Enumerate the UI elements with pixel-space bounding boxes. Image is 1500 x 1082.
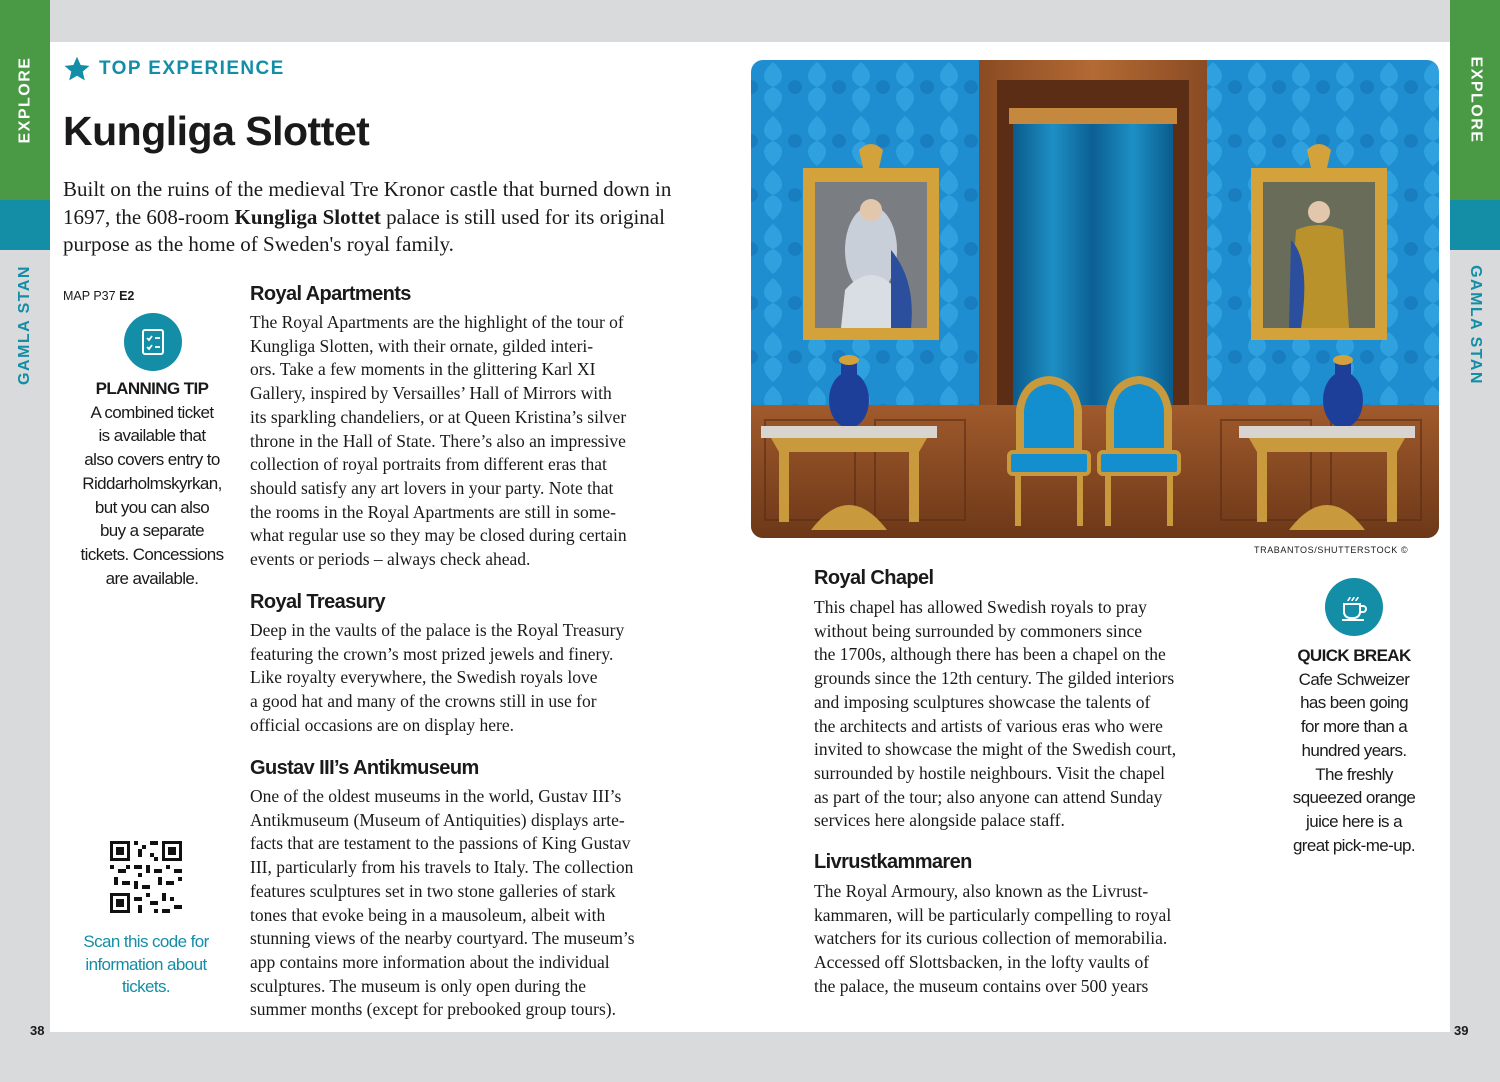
section-heading-livrustkammaren: Livrustkammaren [814,851,972,873]
page-number-left: 38 [30,1023,45,1038]
text-line: Gallery, inspired by Versailles’ Hall of Mirrors with [250,383,612,404]
text-line: information about [85,954,207,974]
text-line: Deep in the vaults of the palace is the Royal Treasury [250,620,625,640]
text-line: juice here is a [1306,811,1402,831]
intro-bold: Kungliga Slottet [234,204,381,229]
text-line: facts that are testament to the passions of King Gustav [250,833,631,854]
explore-tab-label: EXPLORE [16,56,33,144]
gamla-stan-tab[interactable] [0,250,50,400]
text-line: is available that [98,426,206,446]
gamla-stan-tab[interactable] [1450,250,1500,400]
text-line: stunning views of the nearby courtyard. The museum’s [250,928,635,949]
intro-paragraph [63,176,713,259]
text-line: tickets. Concessions [80,544,224,564]
text-line: buy a separate [99,521,205,541]
map-reference[interactable] [63,289,134,303]
quick-break-label: QUICK BREAK [1297,646,1411,665]
section-heading-antikmuseum: Gustav III’s Antikmuseum [250,757,479,779]
text-line: features sculptures set in two stone galleries of stark [250,880,616,901]
text-line: without being surrounded by commoners since [814,620,1143,641]
qr-caption-text [66,931,226,999]
text-line: the palace, the museum contains over 500 years [814,975,1149,996]
text-line: its sparkling chandeliers, or at Queen Kristina’s silver [250,406,627,427]
gamla-stan-tab-bar [0,200,50,250]
section-heading-royal-apartments: Royal Apartments [250,283,411,305]
text-line: Cafe Schweizer [1298,669,1410,689]
quick-break [1274,644,1434,857]
text-line: also covers entry to [84,450,220,470]
text-line: watchers for its curious collection of memorabilia. [814,928,1168,949]
text-line: One of the oldest museums in the world, Gustav III’s [250,786,622,806]
text-line: invited to showcase the might of the Swedish court, [814,739,1177,760]
text-line: but you can also [94,497,210,517]
top-experience-text: TOP EXPERIENCE [99,58,285,79]
text-line: Riddarholmskyrkan, [82,473,222,493]
gamla-stan-tab-label: GAMLA STAN [16,265,33,385]
planning-tip [74,377,230,590]
text-line: for more than a [1300,717,1408,737]
left-side-tabs [0,0,50,1082]
text-line: tones that evoke being in a mausoleum, albeit with [250,904,606,925]
text-line: hundred years. [1301,740,1407,760]
text-line: the 1700s, although there has been a chapel on the [814,644,1166,665]
text-line: Like royalty everywhere, the Swedish royals love [250,667,598,688]
intro-text-end: palace is still used for its original purpose as the home of Sweden's royal family. [63,204,665,256]
planning-tip-label: PLANNING TIP [95,379,209,398]
map-grid-ref: E2 [119,289,135,303]
text-line: The freshly [1315,764,1393,784]
explore-tab-label: EXPLORE [1467,56,1484,144]
explore-tab[interactable] [1450,0,1500,200]
text-line: and imposing sculptures showcase the talents of [814,691,1151,712]
gamla-stan-tab-bar [1450,200,1500,250]
text-line: are available. [105,568,199,588]
map-reference-prefix: MAP P37 [63,289,120,303]
text-line: surrounded by hostile neighbours. Visit the chapel [814,762,1165,783]
text-line: as part of the tour; also anyone can attend Sunday [814,786,1163,807]
text-line: Scan this code for [83,932,209,951]
photo-credit: TRABANTOS/SHUTTERSTOCK © [1254,545,1409,555]
text-line: sculptures. The museum is only open during the [250,975,587,996]
text-line: kammaren, will be particularly compelling to royal [814,904,1172,925]
text-line: throne in the Hall of State. There’s also an impressive [250,430,626,451]
text-line: featuring the crown’s most prized jewels and finery. [250,643,614,664]
intro-text: Built on the ruins of the medieval Tre Kronor castle that burned down in 1697, the 608-room [63,177,672,229]
coffee-cup-icon [1325,578,1383,636]
text-line: grounds since the 12th century. The gilded interiors [814,668,1175,689]
royal-treasury-body [250,619,700,738]
gamla-stan-tab-label: GAMLA STAN [1467,265,1484,385]
text-line: III, particularly from his travels to Italy. The collection [250,857,634,878]
planning-tip-body [74,401,230,591]
text-line: a good hat and many of the crowns still in use for [250,691,597,712]
page-number-right: 39 [1454,1023,1469,1038]
text-line: services here alongside palace staff. [814,810,1065,831]
checklist-icon [124,313,182,371]
royal-chapel-body [814,596,1244,833]
explore-tab[interactable] [0,0,50,200]
section-heading-royal-treasury: Royal Treasury [250,591,386,613]
text-line: tickets. [121,977,171,996]
qr-code-icon[interactable] [110,841,182,913]
text-line: The Royal Armoury, also known as the Livrust- [814,881,1149,901]
text-line: what regular use so they may be closed during certain [250,525,627,546]
text-line: the architects and artists of various eras who were [814,715,1163,736]
text-line: This chapel has allowed Swedish royals to pray [814,597,1147,617]
page-title: Kungliga Slottet [63,108,370,154]
text-line: squeezed orange [1292,788,1416,808]
text-line: events or periods – always check ahead. [250,549,531,570]
text-line: Antikmuseum (Museum of Antiquities) displays arte- [250,809,625,830]
text-line: Accessed off Slottsbacken, in the lofty vaults of [814,952,1150,973]
livrustkammaren-body [814,880,1244,999]
text-line: Kungliga Slotten, with their ornate, gilded interi- [250,335,594,356]
text-line: the rooms in the Royal Apartments are still in some- [250,501,616,522]
text-line: app contains more information about the individual [250,951,610,972]
top-experience-label [63,55,285,83]
right-side-tabs [1450,0,1500,1082]
quick-break-body [1274,668,1434,858]
text-line: has been going [1300,693,1408,713]
qr-caption [66,931,226,999]
text-line: should satisfy any art lovers in your party. Note that [250,477,614,498]
text-line: ors. Take a few moments in the glittering Karl XI [250,359,596,380]
palace-interior-photo [751,60,1439,538]
text-line: The Royal Apartments are the highlight of the tour of [250,312,624,332]
star-icon [63,55,91,83]
text-line: summer months (except for prebooked group tours). [250,999,616,1020]
royal-apartments-body [250,311,700,572]
antikmuseum-body [250,785,700,1022]
text-line: great pick-me-up. [1292,835,1416,855]
section-heading-royal-chapel: Royal Chapel [814,567,934,589]
text-line: collection of royal portraits from different eras that [250,454,607,475]
text-line: A combined ticket [90,402,214,422]
text-line: official occasions are on display here. [250,714,515,735]
